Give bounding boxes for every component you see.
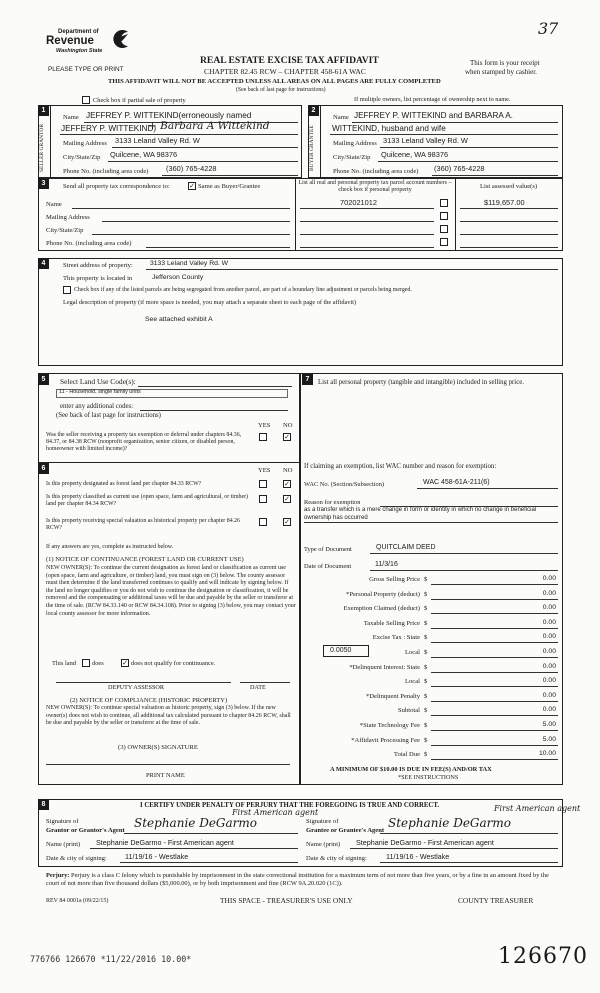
grantor-name[interactable]: Stephanie DeGarmo - First American agent [96, 838, 234, 847]
seller-phone-label: Phone No. (including area code) [63, 168, 149, 175]
certify-statement: I CERTIFY UNDER PENALTY OF PERJURY THAT THE FOREGOING IS TRUE AND CORRECT. [140, 802, 440, 809]
exemption-wac-label: If claiming an exemption, list WAC number and reason for exemption: [304, 463, 497, 470]
grantor-sig-note: First American agent [232, 808, 319, 817]
exemption-no-checkbox[interactable]: ✓ [284, 434, 290, 441]
section-1-number: 1 [38, 105, 49, 116]
parcel-number[interactable]: 702021012 [340, 198, 377, 207]
tax-row-value[interactable]: 0.00 [542, 706, 556, 714]
doc-date[interactable]: 11/3/16 [375, 561, 398, 568]
perjury-text: Perjury is a class C felony which is punishable by imprisonment in the state correctional institution for a maximum term of not more than five years, or by a fine in an amount fixed by the court of not more than five thousand dollars ($5,000.00), or by both imprisonment and fine (RCW 9A.20.020 (1C)). [46, 872, 549, 887]
tax-row-label: Local [404, 678, 420, 686]
tax-row-currency: $ [424, 619, 428, 627]
corr-name-label: Name [46, 201, 62, 208]
section-3-number: 3 [38, 178, 49, 189]
tax-row-currency: $ [424, 576, 428, 583]
tax-row-value[interactable]: 0.00 [542, 589, 556, 597]
personal-property-label: List all personal property (tangible and intangible) included in selling price. [318, 379, 524, 386]
land-use-no: NO [283, 422, 293, 429]
perjury-label: Perjury: [46, 872, 70, 879]
q2-yes-checkbox[interactable] [259, 495, 267, 503]
form-title: REAL ESTATE EXCISE TAX AFFIDAVIT [200, 55, 379, 66]
tax-row-value[interactable]: 5.00 [542, 721, 556, 728]
perjury-notice [46, 872, 560, 888]
corner-mark: 37 [538, 19, 559, 38]
section-4-number: 4 [38, 258, 49, 269]
q1-yes-checkbox[interactable] [259, 480, 267, 488]
wac-number-label: WAC No. (Section/Subsection) [304, 481, 385, 488]
see-instructions: *SEE INSTRUCTIONS [398, 774, 459, 781]
does-not-checkbox[interactable]: ✓ [122, 660, 128, 667]
owner-signature-title: (3) OWNER(S) SIGNATURE [118, 744, 198, 751]
additional-codes-label: enter any additional codes: [60, 403, 134, 410]
section-7-number: 7 [302, 374, 313, 385]
recording-stamp: 776766 126670 *11/22/2016 10.00* [30, 954, 192, 964]
doc-type[interactable]: QUITCLAIM DEED [376, 544, 436, 551]
section-5-number: 5 [38, 374, 49, 385]
treasurer-space: THIS SPACE - TREASURER'S USE ONLY [220, 896, 353, 905]
section-8-number: 8 [38, 799, 49, 810]
tax-row-value[interactable]: 0.00 [542, 691, 556, 699]
seller-name-line1[interactable]: JEFFREY P. WITTEKIND(erroneously named [86, 111, 252, 120]
tax-row-currency: $ [424, 634, 428, 642]
tax-row-label: Gross Selling Price [369, 576, 420, 583]
does-not-label: does not qualify for continuance. [131, 660, 216, 667]
land-use-label: Select Land Use Code(s): [60, 377, 136, 386]
please-type: PLEASE TYPE OR PRINT [48, 66, 124, 73]
tax-rate[interactable]: 0.0050 [330, 647, 352, 654]
handwritten-number: 126670 [498, 944, 588, 969]
grantor-sig-label1: Signature of [46, 818, 79, 825]
section-6-number: 6 [38, 463, 49, 474]
grantee-name[interactable]: Stephanie DeGarmo - First American agent [356, 838, 494, 847]
tax-row-value[interactable]: 0.00 [542, 618, 556, 626]
does-label: does [92, 660, 104, 667]
rev-number: REV 84 0001a (09/22/15) [46, 898, 109, 904]
seller-city-label: City/State/Zip [63, 154, 101, 161]
tax-row-value[interactable]: 5.00 [542, 735, 556, 743]
q2-current-use: Is this property classified as current use (open space, farm and agricultural, or timber) land per chapter 84.34 RCW? [46, 494, 249, 508]
buyer-phone-label: Phone No. (including area code) [333, 168, 419, 175]
section-6-no: NO [283, 467, 293, 474]
buyer-name-label: Name [333, 114, 349, 121]
form-warning: THIS AFFIDAVIT WILL NOT BE ACCEPTED UNLESS ALL AREAS ON ALL PAGES ARE FULLY COMPLETED [108, 78, 441, 85]
q1-forest-land: Is this property designated as forest land per chapter 84.33 RCW? [46, 481, 202, 487]
logo-swoosh-icon [108, 28, 132, 50]
q1-no-checkbox[interactable]: ✓ [284, 481, 290, 488]
logo-name: Revenue [46, 35, 94, 47]
buyer-mailing[interactable]: 3133 Leland Valley Rd. W [383, 136, 468, 145]
wac-number[interactable]: WAC 458-61A-211(6) [423, 479, 490, 486]
street-label: Street address of property: [63, 262, 133, 269]
deputy-date: DATE [250, 684, 266, 691]
same-as-buyer-label: Same as Buyer/Grantee [198, 183, 261, 190]
tax-row-value[interactable]: 0.00 [542, 633, 556, 641]
assessed-header: List assessed value(s) [480, 183, 538, 190]
land-use-code[interactable]: 11 - Household, single family units [59, 389, 141, 395]
buyer-city[interactable]: Quilcene, WA 98376 [381, 150, 449, 159]
tax-row-value[interactable]: 0.00 [542, 677, 556, 685]
grantee-name-label: Name (print) [306, 841, 341, 848]
compliance-body: NEW OWNER(S): To continue special valuation as historic property, sign (3) below. If the new owner(s) does not wish to continue, all additional tax calculated pursuant to chapter 84.26 RCW, shall be due and payable by the seller or transferor at the time of sale. [46, 705, 291, 727]
tax-row-label: Subtotal [398, 707, 420, 715]
tax-row-label: *Delinquent Interest: State [349, 663, 420, 671]
grantee-sig-note: First American agent [494, 804, 581, 813]
legal-description-label: Legal description of property (if more space is needed, you may attach a separate sheet to each page of the affidavit) [63, 299, 357, 306]
print-name-label: PRINT NAME [146, 772, 185, 779]
located-label: This property is located in [63, 275, 133, 282]
send-correspondence-label: Send all property tax correspondence to: [63, 183, 170, 190]
tax-row-label: *Personal Property (deduct) [346, 590, 420, 598]
corr-phone-label: Phone No. (including area code) [46, 240, 132, 247]
q3-yes-checkbox[interactable] [259, 518, 267, 526]
buyer-side-label: BUYER GRANTEE [309, 125, 315, 171]
logo-dept: Department of [58, 29, 99, 35]
grantee-date[interactable]: 11/19/16 - Westlake [386, 852, 450, 861]
q3-no-checkbox[interactable]: ✓ [284, 519, 290, 526]
legal-exhibit[interactable]: See attached exhibit A [145, 316, 213, 323]
notice-title: (1) NOTICE OF CONTINUANCE (FOREST LAND OR CURRENT USE) [46, 556, 244, 563]
compliance-title: (2) NOTICE OF COMPLIANCE (HISTORIC PROPERTY) [70, 697, 228, 704]
buyer-phone[interactable]: (360) 765-4228 [434, 164, 485, 173]
grantee-sig-label2: Grantee or Grantee's Agent [306, 827, 385, 834]
q3-historic: Is this property receiving special valuation as historical property per chapter 84.26 RCW? [46, 518, 240, 532]
tax-row-currency: $ [424, 663, 428, 671]
min-notice: A MINIMUM OF $10.00 IS DUE IN FEE(S) AND/OR TAX [330, 766, 492, 773]
notice-body: NEW OWNER(S): To continue the current designation as forest land or classification as current use (open space, farm and agriculture, or timber) land, you must sign on (3) below. The county assessor must then determine if the land transferred continues to qualify and will indicate by signing below. If the land no longer qualifies or you do not wish to continue the designation or classification, it will be removed and the compensating or additional taxes will be due and payable by the seller or transferor at the time of sale. (RCW 84.33.140 or RCW 84.34.108). Prior to signing (3) below, you may contact your local county assessor for more information. [46, 565, 296, 617]
tax-row-label: Local [404, 649, 420, 656]
tax-row-currency: $ [424, 751, 428, 759]
partial-sale-checkbox[interactable] [82, 96, 90, 104]
seller-name-label: Name [63, 114, 79, 121]
buyer-name-line1[interactable]: JEFFREY P. WITTEKIND and BARBARA A. [354, 111, 513, 120]
reason-label: Reason for exemption [304, 499, 361, 506]
same-as-buyer-checkbox[interactable]: ✓ [189, 183, 195, 190]
q2-no-checkbox[interactable]: ✓ [284, 496, 290, 503]
seller-mailing[interactable]: 3133 Leland Valley Rd. W [115, 136, 200, 145]
tax-row-currency: $ [424, 692, 428, 700]
seller-side-label: SELLER GRANTOR [39, 123, 45, 173]
grantee-date-label: Date & city of signing: [306, 855, 367, 862]
tax-row-label: Taxable Selling Price [363, 619, 420, 627]
grantor-sig-label2: Grantor or Grantor's Agent [46, 827, 125, 834]
see-back-header: (See back of last page for instructions) [236, 87, 326, 93]
this-land-label: This land [52, 660, 76, 667]
receipt-line1: This form is your receipt [470, 59, 540, 67]
section-2-number: 2 [308, 105, 319, 116]
assessed-value[interactable]: $119,657.00 [484, 198, 525, 207]
dor-logo [46, 28, 136, 62]
county-treasurer: COUNTY TREASURER [458, 896, 534, 905]
tax-row-value[interactable]: 0.00 [542, 575, 556, 582]
partial-sale-label: Check box if partial sale of property [93, 97, 186, 104]
section-6-yes: YES [258, 467, 271, 474]
seller-mailing-label: Mailing Address [63, 140, 107, 147]
parcel-1-personal-checkbox[interactable] [440, 199, 448, 207]
exemption-yes-checkbox[interactable] [259, 433, 267, 441]
grantor-signature[interactable]: Stephanie DeGarmo [134, 816, 257, 830]
buyer-city-label: City/State/Zip [333, 154, 371, 161]
exemption-question: Was the seller receiving a property tax exemption or deferral under chapters 84.36, 84.37, or 84.38 RCW (nonprofit organization, senior citizen, or disabled person, homeowner with limited income)? [46, 432, 242, 453]
tax-row-label: Total Due [393, 751, 420, 759]
form-chapter: CHAPTER 82.45 RCW – CHAPTER 458-61A WAC [204, 67, 366, 76]
buyer-name-line2[interactable]: WITTEKIND, husband and wife [332, 124, 446, 133]
tax-row-label: Excise Tax : State [372, 634, 420, 642]
parcel-4-personal-checkbox[interactable] [440, 238, 448, 246]
doc-date-label: Date of Document [304, 563, 352, 570]
seller-name-line2[interactable]: JEFFERY P. WITTEKIND) [61, 124, 157, 133]
tax-row-label: *Delinquent Penalty [365, 692, 420, 700]
tax-row-currency: $ [424, 722, 428, 729]
property-county[interactable]: Jefferson County [152, 274, 204, 281]
tax-row-currency: $ [424, 605, 428, 613]
receipt-line2: when stamped by cashier. [465, 68, 537, 76]
grantee-sig-label1: Signature of [306, 818, 339, 825]
does-checkbox[interactable] [82, 659, 90, 667]
corr-city-label: City/State/Zip [46, 227, 84, 234]
property-street[interactable]: 3133 Leland Valley Rd. W [150, 260, 229, 267]
parcel-2-personal-checkbox[interactable] [440, 212, 448, 220]
tax-row-label: *State Technology Fee [359, 722, 420, 729]
land-use-see-back: (See back of last page for instructions) [56, 412, 161, 419]
section-7-box [300, 373, 563, 785]
segregated-label: Check box if any of the listed parcels are being segregated from another parcel, are part of a boundary line adjustment or parcels being merged. [74, 287, 412, 293]
tax-row-value[interactable]: 0.00 [542, 648, 556, 655]
seller-city[interactable]: Quilcene, WA 98376 [110, 150, 178, 159]
tax-row-currency: $ [424, 678, 428, 686]
parcel-header: List all real and personal property tax parcel account numbers – check box if personal property [298, 180, 452, 193]
grantor-name-label: Name (print) [46, 841, 81, 848]
grantee-signature[interactable]: Stephanie DeGarmo [388, 816, 511, 830]
tax-row-value[interactable]: 0.00 [542, 662, 556, 670]
segregated-checkbox[interactable] [63, 286, 71, 294]
logo-state: Washington State [56, 48, 103, 54]
any-yes-note: If any answers are yes, complete as instructed below. [46, 544, 174, 550]
tax-row-label: Exemption Claimed (deduct) [343, 605, 420, 613]
seller-name-handwritten: + Barbara A Wittekind [148, 120, 270, 132]
multiple-owners-note: If multiple owners, list percentage of ownership next to name. [354, 96, 511, 103]
buyer-mailing-label: Mailing Address [333, 140, 377, 147]
parcel-3-personal-checkbox[interactable] [440, 225, 448, 233]
tax-row-currency: $ [424, 649, 428, 656]
seller-phone[interactable]: (360) 765-4228 [166, 164, 217, 173]
corr-mailing-label: Mailing Address [46, 214, 90, 221]
tax-row-currency: $ [424, 707, 428, 715]
tax-row-currency: $ [424, 736, 428, 744]
deputy-assessor: DEPUTY ASSESSOR [108, 684, 164, 691]
tax-row-value[interactable]: 10.00 [538, 750, 556, 758]
tax-row-value[interactable]: 0.00 [542, 604, 556, 612]
grantor-date[interactable]: 11/19/16 - Westlake [125, 852, 189, 861]
tax-row-label: *Affidavit Processing Fee [351, 736, 420, 744]
exemption-reason[interactable]: as a transfer which is a mere change in form or identity in which no change in beneficial ownership has occurred [304, 507, 537, 521]
doc-type-label: Type of Document [304, 546, 352, 553]
land-use-yes: YES [258, 422, 271, 429]
grantor-date-label: Date & city of signing: [46, 855, 107, 862]
tax-row-currency: $ [424, 590, 428, 598]
